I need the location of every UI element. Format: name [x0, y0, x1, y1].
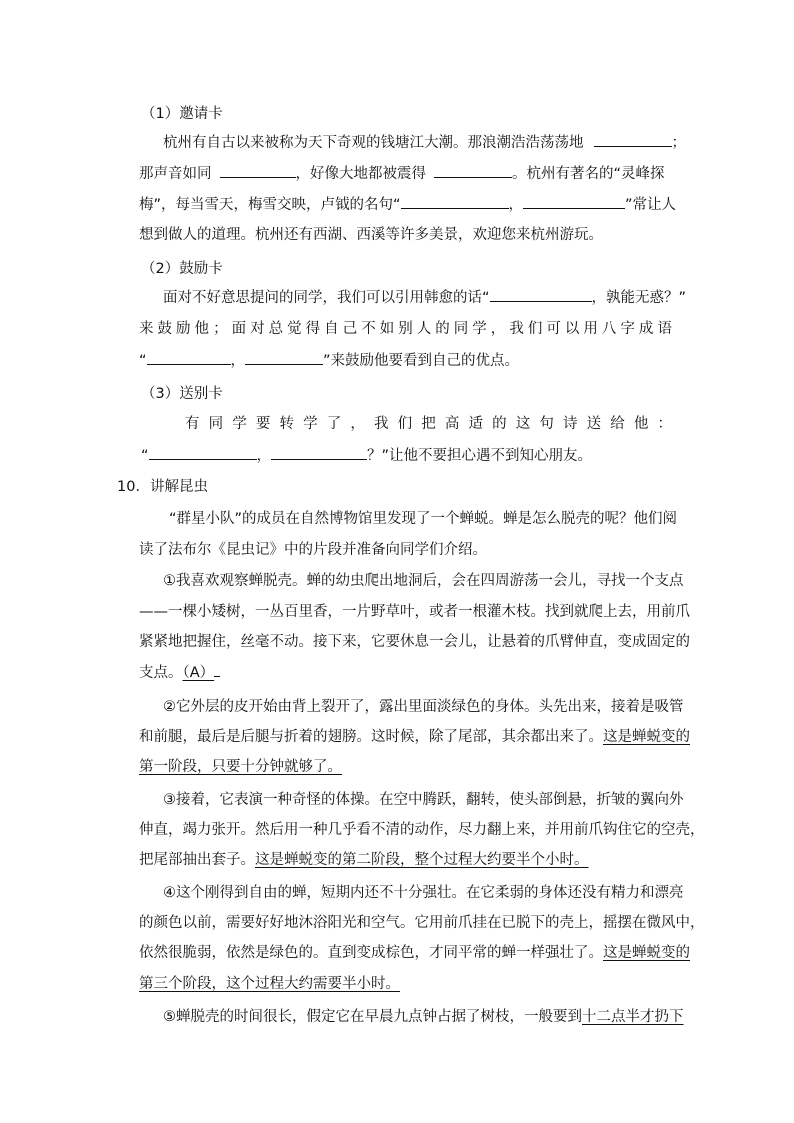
- answer-blank: [149, 444, 257, 460]
- q10-heading: 10．讲解昆虫: [117, 479, 208, 495]
- p4-line-3: 依然很脆弱，依然是绿色的。直到变成棕色，才同平常的蝉一样强壮了。这是蝉蜕变的: [139, 945, 690, 961]
- p3-line-3: 把尾部抽出套子。这是蝉蜕变的第二阶段，整个过程大约要半个小时。: [139, 852, 589, 868]
- answer-blank: [220, 162, 296, 178]
- q10-intro-line-2: 读了法布尔《昆虫记》中的片段并准备向同学们介绍。: [139, 542, 487, 558]
- marker-a: （A）: [182, 665, 215, 681]
- answer-blank: [271, 444, 367, 460]
- card3-heading: （3）送别卡: [141, 386, 223, 402]
- card2-line-2: 来 鼓 励 他 ； 面 对 总 觉 得 自 己 不 如 别 人 的 同 学 ， 我 们 可 以 用 八 字 成 语: [139, 321, 672, 337]
- card3-line-2: “ ， ？”让他不要担心遇不到知心朋友。: [141, 444, 592, 467]
- answer-blank: [490, 286, 592, 302]
- answer-blank: [523, 193, 625, 209]
- underlined-text: 这是蝉蜕变的: [603, 945, 690, 961]
- answer-blank: [434, 162, 512, 178]
- card2-heading: （2）鼓励卡: [141, 261, 223, 277]
- p4-line-2: 的颜色以前，需要好好地沐浴阳光和空气。它用前爪挂在已脱下的壳上，摇摆在微风中，: [139, 915, 705, 931]
- underlined-text: 这是蝉蜕变的第二阶段，整个过程大约要半个小时。: [255, 852, 589, 868]
- p1-line-2: ——一棵小矮树，一丛百里香，一片野草叶，或者一根灌木枝。找到就爬上去，用前爪: [139, 604, 690, 620]
- answer-blank: [401, 193, 509, 209]
- card3-line-1: 有 同 学 要 转 学 了 ， 我 们 把 高 适 的 这 句 诗 送 给 他 ：: [185, 416, 672, 432]
- answer-blank: [147, 349, 231, 365]
- p3-line-2: 伸直，竭力张开。然后用一种几乎看不清的动作，尽力翻上来，并用前爪钩住它的空壳，: [139, 822, 705, 838]
- card1-heading: （1）邀请卡: [141, 106, 223, 122]
- q10-intro-line-1: “群星小队”的成员在自然博物馆里发现了一个蝉蜕。蝉是怎么脱壳的呢？他们阅: [169, 511, 678, 527]
- card1-line-1: 杭州有自古以来被称为天下奇观的钱塘江大潮。那浪潮浩浩荡荡地 ；: [163, 131, 686, 154]
- p2-line-1: ②它外层的皮开始由背上裂开了，露出里面淡绿色的身体。头先出来，接着是吸管: [163, 699, 684, 715]
- p1-line-1: ①我喜欢观察蝉脱壳。蝉的幼虫爬出地洞后，会在四周游荡一会儿，寻找一个支点: [163, 573, 684, 589]
- p2-line-3: 第一阶段，只要十分钟就够了。: [139, 759, 342, 775]
- card1-line-2: 那声音如同 ，好像大地都被震得 。杭州有著名的“灵峰探: [139, 162, 665, 185]
- p1-line-4: 支点。（A）: [139, 661, 220, 684]
- p4-line-1: ④这个刚得到自由的蝉，短期内还不十分强壮。在它柔弱的身体还没有精力和漂亮: [163, 885, 684, 901]
- p3-line-1: ③接着，它表演一种奇怪的体操。在空中腾跃，翻转，使头部倒悬，折皱的翼向外: [163, 792, 684, 808]
- card2-line-1: 面对不好意思提问的同学，我们可以引用韩愈的话“ ，孰能无惑？”: [163, 286, 686, 309]
- underlined-text: 十二点半才扔下: [582, 1009, 684, 1025]
- answer-blank: [594, 131, 672, 147]
- card1-line-3: 梅”，每当雪天，梅雪交映，卢钺的名句“ ， ”常让人: [139, 193, 676, 216]
- p2-line-2: 和前腿，最后是后腿与折着的翅膀。这时候，除了尾部，其余都出来了。这是蝉蜕变的: [139, 729, 690, 745]
- card2-line-3: “ ， ”来鼓励他要看到自己的优点。: [139, 349, 519, 372]
- p1-line-3: 紧紧地把握住，丝毫不动。接下来，它要休息一会儿，让悬着的爪臂伸直，变成固定的: [139, 634, 690, 650]
- answer-blank: [245, 349, 323, 365]
- underlined-text: 这是蝉蜕变的: [603, 729, 690, 745]
- card1-line-4: 想到做人的道理。杭州还有西湖、西溪等许多美景，欢迎您来杭州游玩。: [139, 227, 603, 243]
- p4-line-4: 第三个阶段，这个过程大约需要半小时。: [139, 976, 400, 992]
- p5-line-1: ⑤蝉脱壳的时间很长，假定它在早晨九点钟占据了树枝，一般要到十二点半才扔下: [163, 1009, 684, 1025]
